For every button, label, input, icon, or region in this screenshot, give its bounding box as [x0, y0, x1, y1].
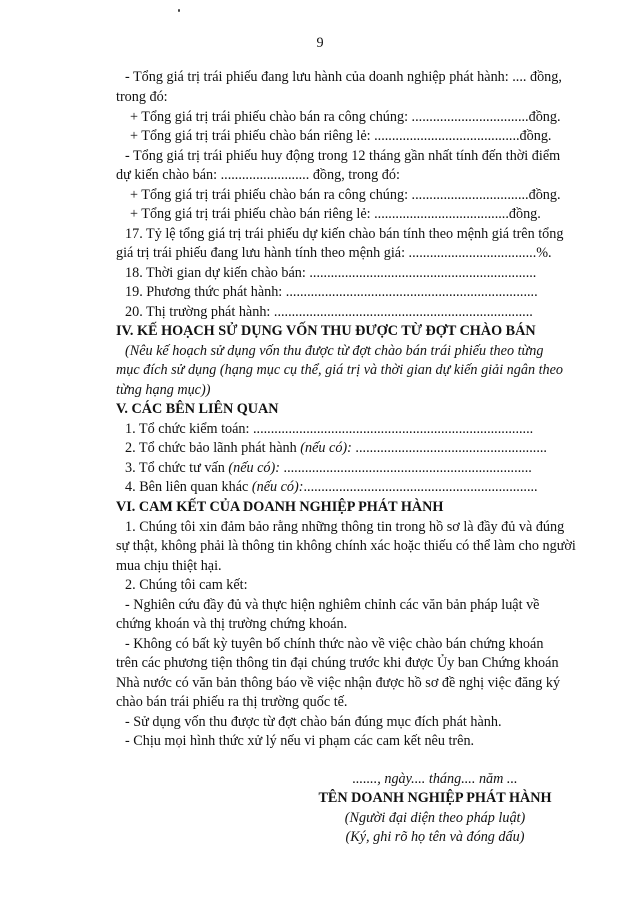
- text-line: Nhà nước có văn bản thông báo về việc nhận được hồ sơ đề nghị việc đăng ký: [116, 675, 561, 691]
- text-line: + Tổng giá trị trái phiếu chào bán riêng lẻ: .........................................đồng.: [130, 128, 552, 144]
- signature-role: (Người đại diện theo pháp luật): [344, 810, 526, 826]
- text-line: + Tổng giá trị trái phiếu chào bán ra công chúng: .................................đồng.: [130, 187, 561, 203]
- scan-speck: [178, 9, 180, 12]
- section-note: từng hạng mục)): [116, 382, 211, 398]
- text-line: trên các phương tiện thông tin đại chúng trước khi được Ủy ban Chứng khoán: [116, 655, 559, 671]
- item-label: 3. Tổ chức tư vấn: [125, 460, 229, 476]
- page-number: 9: [316, 35, 324, 51]
- item-qualifier: (nếu có):: [251, 479, 304, 495]
- text-line: 17. Tỷ lệ tổng giá trị trái phiếu dự kiến chào bán tính theo mệnh giá trên tổng: [125, 226, 564, 242]
- text-line: sự thật, không phải là thông tin không chính xác hoặc thiếu có thể làm cho người: [116, 538, 576, 554]
- section-note: (Nêu kế hoạch sử dụng vốn thu được từ đợt chào bán trái phiếu theo từng: [125, 343, 544, 359]
- text-line: dự kiến chào bán: ......................... đồng, trong đó:: [116, 167, 400, 183]
- text-line: giá trị trái phiếu đang lưu hành tính theo mệnh giá: ....................................%.: [116, 245, 552, 261]
- signature-title: TÊN DOANH NGHIỆP PHÁT HÀNH: [318, 790, 552, 806]
- text-line: trong đó:: [116, 89, 168, 105]
- text-line: 19. Phương thức phát hành: .......................................................................: [125, 284, 538, 300]
- text-line: [125, 439, 547, 459]
- text-line: - Tổng giá trị trái phiếu huy động trong 12 tháng gần nhất tính đến thời điểm: [125, 148, 561, 164]
- text-line: 18. Thời gian dự kiến chào bán: ................................................................: [125, 265, 537, 281]
- signature-date-line: ......., ngày.... tháng.... năm ...: [352, 771, 518, 787]
- section-note: mục đích sử dụng (hạng mục cụ thể, giá trị và thời gian dự kiến giải ngân theo: [116, 362, 564, 378]
- text-line: - Chịu mọi hình thức xử lý nếu vi phạm các cam kết nêu trên.: [125, 733, 475, 749]
- item-label: 4. Bên liên quan khác: [125, 479, 252, 495]
- item-dots: ..................................................................: [303, 479, 538, 495]
- text-line: - Tổng giá trị trái phiếu đang lưu hành của doanh nghiệp phát hành: .... đồng,: [125, 69, 562, 85]
- text-line: chào bán trái phiếu ra thị trường quốc tế.: [116, 694, 348, 710]
- text-line: + Tổng giá trị trái phiếu chào bán ra công chúng: .................................đồng.: [130, 109, 561, 125]
- text-line: - Sử dụng vốn thu được từ đợt chào bán đúng mục đích phát hành.: [125, 714, 502, 730]
- item-qualifier: (nếu có):: [300, 440, 352, 456]
- section-heading-iv: IV. KẾ HOẠCH SỬ DỤNG VỐN THU ĐƯỢC TỪ ĐỢT CHÀO BÁN: [116, 323, 536, 339]
- text-line: mua chịu thiệt hại.: [116, 558, 222, 574]
- signature-note: (Ký, ghi rõ họ tên và đóng dấu): [345, 829, 525, 845]
- text-line: 2. Chúng tôi cam kết:: [125, 577, 248, 593]
- item-dots: ......................................................................: [279, 460, 532, 476]
- text-line: [125, 459, 532, 479]
- item-dots: ......................................................: [351, 440, 547, 456]
- item-label: 2. Tổ chức bảo lãnh phát hành: [125, 440, 301, 456]
- text-line: - Nghiên cứu đầy đủ và thực hiện nghiêm chỉnh các văn bản pháp luật về: [125, 597, 540, 613]
- text-line: - Không có bất kỳ tuyên bố chính thức nào về việc chào bán chứng khoán: [125, 636, 544, 652]
- item-qualifier: (nếu có):: [228, 460, 280, 476]
- text-line: + Tổng giá trị trái phiếu chào bán riêng lẻ: ......................................đồng.: [130, 206, 541, 222]
- text-line: [125, 478, 538, 498]
- section-heading-vi: VI. CAM KẾT CỦA DOANH NGHIỆP PHÁT HÀNH: [116, 499, 444, 515]
- section-heading-v: V. CÁC BÊN LIÊN QUAN: [116, 401, 279, 417]
- text-line: chứng khoán và thị trường chứng khoán.: [116, 616, 348, 632]
- text-line: 20. Thị trường phát hành: .........................................................................: [125, 304, 533, 320]
- text-line: 1. Chúng tôi xin đảm bảo rằng những thông tin trong hồ sơ là đầy đủ và đúng: [125, 519, 565, 535]
- text-line: 1. Tổ chức kiểm toán: ...............................................................................: [125, 421, 534, 437]
